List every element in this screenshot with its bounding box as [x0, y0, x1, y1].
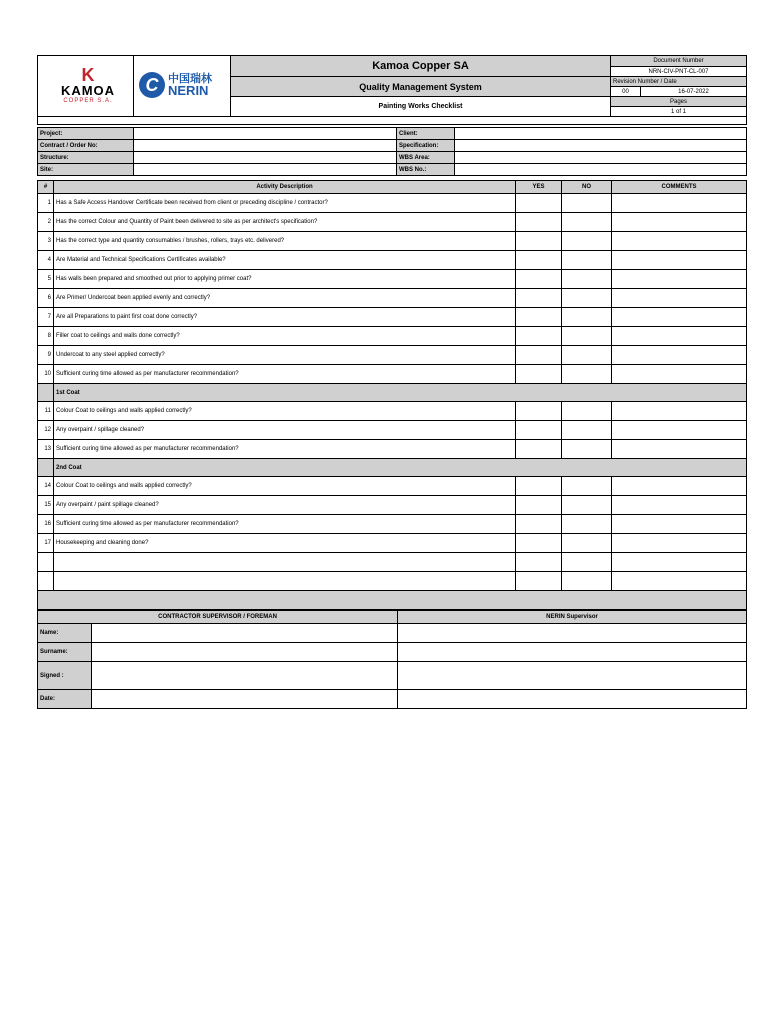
- pages-label: Pages: [611, 97, 747, 107]
- checklist-row: [38, 477, 747, 496]
- nerin-name-field[interactable]: [398, 624, 747, 643]
- row-no-cell[interactable]: [562, 534, 612, 553]
- row-no-cell[interactable]: [562, 289, 612, 308]
- signoff-table: [37, 610, 747, 709]
- row-comments-cell[interactable]: [612, 534, 747, 553]
- kamoa-wordmark: KAMOA: [60, 83, 116, 98]
- checklist-row: [38, 251, 747, 270]
- blank-row-no[interactable]: [562, 553, 612, 572]
- row-comments-cell[interactable]: [612, 251, 747, 270]
- row-activity: Housekeeping and cleaning done?: [54, 534, 516, 553]
- structure-field[interactable]: [134, 152, 397, 164]
- row-yes-cell[interactable]: [516, 327, 562, 346]
- row-yes-cell[interactable]: [516, 194, 562, 213]
- revision-number: 00: [611, 87, 641, 97]
- row-comments-cell[interactable]: [612, 308, 747, 327]
- row-yes-cell[interactable]: [516, 496, 562, 515]
- row-comments-cell[interactable]: [612, 365, 747, 384]
- row-yes-cell[interactable]: [516, 477, 562, 496]
- row-yes-cell[interactable]: [516, 402, 562, 421]
- row-yes-cell[interactable]: [516, 515, 562, 534]
- col-comments-header: COMMENTS: [612, 181, 747, 194]
- row-activity: Sufficient curing time allowed as per manufacturer recommendation?: [54, 515, 516, 534]
- checklist-footer-bar: [38, 591, 747, 610]
- row-no-cell[interactable]: [562, 251, 612, 270]
- checklist-row: [38, 440, 747, 459]
- header-spacer: [38, 117, 747, 125]
- row-activity: Has the correct type and quantity consumables / brushes, rollers, trays etc. delivered?: [54, 232, 516, 251]
- col-activity-header: Activity Description: [54, 181, 516, 194]
- row-no-cell[interactable]: [562, 346, 612, 365]
- row-comments-cell[interactable]: [612, 421, 747, 440]
- row-yes-cell[interactable]: [516, 251, 562, 270]
- row-no-cell[interactable]: [562, 421, 612, 440]
- wbs-area-field[interactable]: [455, 152, 747, 164]
- row-no-cell[interactable]: [562, 308, 612, 327]
- nerin-date-field[interactable]: [398, 690, 747, 709]
- document-header: [37, 55, 747, 125]
- project-label: Project:: [38, 128, 134, 140]
- pages-value: 1 of 1: [611, 107, 747, 117]
- row-number: 8: [38, 327, 54, 346]
- contract-field[interactable]: [134, 140, 397, 152]
- revision-label: Revision Number / Date: [611, 77, 747, 87]
- blank-row-no[interactable]: [562, 572, 612, 591]
- row-comments-cell[interactable]: [612, 213, 747, 232]
- row-comments-cell[interactable]: [612, 194, 747, 213]
- checklist-row: [38, 346, 747, 365]
- row-activity: Colour Coat to ceilings and walls applied correctly?: [54, 477, 516, 496]
- checklist-row: [38, 421, 747, 440]
- project-field[interactable]: [134, 128, 397, 140]
- system-name: Quality Management System: [231, 77, 611, 97]
- contractor-date-field[interactable]: [92, 690, 398, 709]
- row-activity: Filler coat to ceilings and walls done correctly?: [54, 327, 516, 346]
- row-activity: Undercoat to any steel applied correctly?: [54, 346, 516, 365]
- row-activity: Has a Safe Access Handover Certificate been received from client or preceding discipline / contractor?: [54, 194, 516, 213]
- row-no-cell[interactable]: [562, 194, 612, 213]
- row-comments-cell[interactable]: [612, 477, 747, 496]
- row-activity: Has the correct Colour and Quantity of Paint been delivered to site as per architect's specification?: [54, 213, 516, 232]
- contract-label: Contract / Order No:: [38, 140, 134, 152]
- row-no-cell[interactable]: [562, 232, 612, 251]
- row-activity: Colour Coat to ceilings and walls applied correctly?: [54, 402, 516, 421]
- name-label: Name:: [38, 624, 92, 643]
- row-activity: Has walls been prepared and smoothed out prior to applying primer coat?: [54, 270, 516, 289]
- row-no-cell[interactable]: [562, 365, 612, 384]
- row-number: 15: [38, 496, 54, 515]
- section-1st-coat: 1st Coat: [54, 384, 747, 402]
- kamoa-subtitle: COPPER S.A.: [63, 98, 113, 104]
- nerin-surname-field[interactable]: [398, 643, 747, 662]
- row-activity: Are Primer/ Undercoat been applied evenly and correctly?: [54, 289, 516, 308]
- doc-number-label: Document Number: [611, 56, 747, 67]
- row-number: 17: [38, 534, 54, 553]
- nerin-signature-field[interactable]: [398, 662, 747, 690]
- row-yes-cell[interactable]: [516, 534, 562, 553]
- row-comments-cell[interactable]: [612, 270, 747, 289]
- row-number: 1: [38, 194, 54, 213]
- row-yes-cell[interactable]: [516, 232, 562, 251]
- checklist-row: [38, 365, 747, 384]
- checklist-row: [38, 327, 747, 346]
- row-number: 5: [38, 270, 54, 289]
- row-comments-cell[interactable]: [612, 440, 747, 459]
- row-yes-cell[interactable]: [516, 308, 562, 327]
- row-comments-cell[interactable]: [612, 346, 747, 365]
- signed-label: Signed :: [38, 662, 92, 690]
- nerin-mark-icon: C: [139, 72, 165, 98]
- row-activity: Sufficient curing time allowed as per manufacturer recommendation?: [54, 440, 516, 459]
- row-no-cell[interactable]: [562, 213, 612, 232]
- row-comments-cell[interactable]: [612, 496, 747, 515]
- row-number: 12: [38, 421, 54, 440]
- section-spacer: [38, 384, 54, 402]
- blank-row-number: [38, 553, 54, 572]
- checklist-table: [37, 180, 747, 610]
- row-number: 6: [38, 289, 54, 308]
- row-no-cell[interactable]: [562, 327, 612, 346]
- row-no-cell[interactable]: [562, 440, 612, 459]
- row-no-cell[interactable]: [562, 270, 612, 289]
- row-activity: Any overpaint / spillage cleaned?: [54, 421, 516, 440]
- row-comments-cell[interactable]: [612, 515, 747, 534]
- section-spacer: [38, 459, 54, 477]
- doc-number: NRN-CIV-PNT-CL-007: [611, 67, 747, 77]
- wbs-no-label: WBS No.:: [397, 164, 455, 176]
- row-activity: Are all Preparations to paint first coat done correctly?: [54, 308, 516, 327]
- row-yes-cell[interactable]: [516, 289, 562, 308]
- checklist-row: [38, 402, 747, 421]
- section-2nd-coat: 2nd Coat: [54, 459, 747, 477]
- row-number: 16: [38, 515, 54, 534]
- kamoa-mark-icon: K: [81, 65, 95, 85]
- row-number: 14: [38, 477, 54, 496]
- nerin-logo: [134, 56, 231, 117]
- nerin-english-name: NERIN: [168, 83, 209, 98]
- row-number: 4: [38, 251, 54, 270]
- project-info: [37, 127, 747, 176]
- row-yes-cell[interactable]: [516, 213, 562, 232]
- row-no-cell[interactable]: [562, 496, 612, 515]
- row-comments-cell[interactable]: [612, 402, 747, 421]
- blank-row-number: [38, 572, 54, 591]
- row-comments-cell[interactable]: [612, 232, 747, 251]
- contractor-surname-field[interactable]: [92, 643, 398, 662]
- specification-field[interactable]: [455, 140, 747, 152]
- row-yes-cell[interactable]: [516, 270, 562, 289]
- checklist-row: [38, 194, 747, 213]
- blank-row-activity: [54, 572, 516, 591]
- client-field[interactable]: [455, 128, 747, 140]
- row-number: 11: [38, 402, 54, 421]
- row-number: 3: [38, 232, 54, 251]
- checklist-row: [38, 232, 747, 251]
- row-no-cell[interactable]: [562, 402, 612, 421]
- row-yes-cell[interactable]: [516, 421, 562, 440]
- site-field[interactable]: [134, 164, 397, 176]
- row-yes-cell[interactable]: [516, 346, 562, 365]
- blank-row-activity: [54, 553, 516, 572]
- row-number: 13: [38, 440, 54, 459]
- site-label: Site:: [38, 164, 134, 176]
- contractor-signature-field[interactable]: [92, 662, 398, 690]
- row-yes-cell[interactable]: [516, 365, 562, 384]
- kamoa-logo: [38, 56, 134, 117]
- contractor-name-field[interactable]: [92, 624, 398, 643]
- nerin-supervisor-header: NERIN Supervisor: [398, 611, 747, 624]
- structure-label: Structure:: [38, 152, 134, 164]
- blank-row-yes[interactable]: [516, 572, 562, 591]
- company-name: Kamoa Copper SA: [231, 56, 611, 77]
- revision-date: 16-07-2022: [641, 87, 747, 97]
- blank-row-comments[interactable]: [612, 572, 747, 591]
- row-comments-cell[interactable]: [612, 327, 747, 346]
- row-no-cell[interactable]: [562, 515, 612, 534]
- col-yes-header: YES: [516, 181, 562, 194]
- blank-row-comments[interactable]: [612, 553, 747, 572]
- document-title: Painting Works Checklist: [231, 97, 611, 117]
- col-no-header: NO: [562, 181, 612, 194]
- specification-label: Specification:: [397, 140, 455, 152]
- row-number: 7: [38, 308, 54, 327]
- nerin-chinese-name: 中国瑞林: [168, 73, 212, 85]
- row-number: 9: [38, 346, 54, 365]
- checklist-row: [38, 496, 747, 515]
- date-label: Date:: [38, 690, 92, 709]
- checklist-row: [38, 289, 747, 308]
- row-comments-cell[interactable]: [612, 289, 747, 308]
- checklist-row: [38, 534, 747, 553]
- row-yes-cell[interactable]: [516, 440, 562, 459]
- col-number-header: #: [38, 181, 54, 194]
- row-number: 2: [38, 213, 54, 232]
- surname-label: Surname:: [38, 643, 92, 662]
- checklist-row: [38, 515, 747, 534]
- wbs-area-label: WBS Area:: [397, 152, 455, 164]
- wbs-no-field[interactable]: [455, 164, 747, 176]
- blank-row-yes[interactable]: [516, 553, 562, 572]
- client-label: Client:: [397, 128, 455, 140]
- row-no-cell[interactable]: [562, 477, 612, 496]
- row-activity: Are Material and Technical Specifications Certificates available?: [54, 251, 516, 270]
- checklist-row: [38, 270, 747, 289]
- row-number: 10: [38, 365, 54, 384]
- checklist-row: [38, 213, 747, 232]
- checklist-document: [37, 55, 746, 709]
- row-activity: Sufficient curing time allowed as per manufacturer recommendation?: [54, 365, 516, 384]
- contractor-supervisor-header: CONTRACTOR SUPERVISOR / FOREMAN: [38, 611, 398, 624]
- checklist-row: [38, 308, 747, 327]
- row-activity: Any overpaint / paint spillage cleaned?: [54, 496, 516, 515]
